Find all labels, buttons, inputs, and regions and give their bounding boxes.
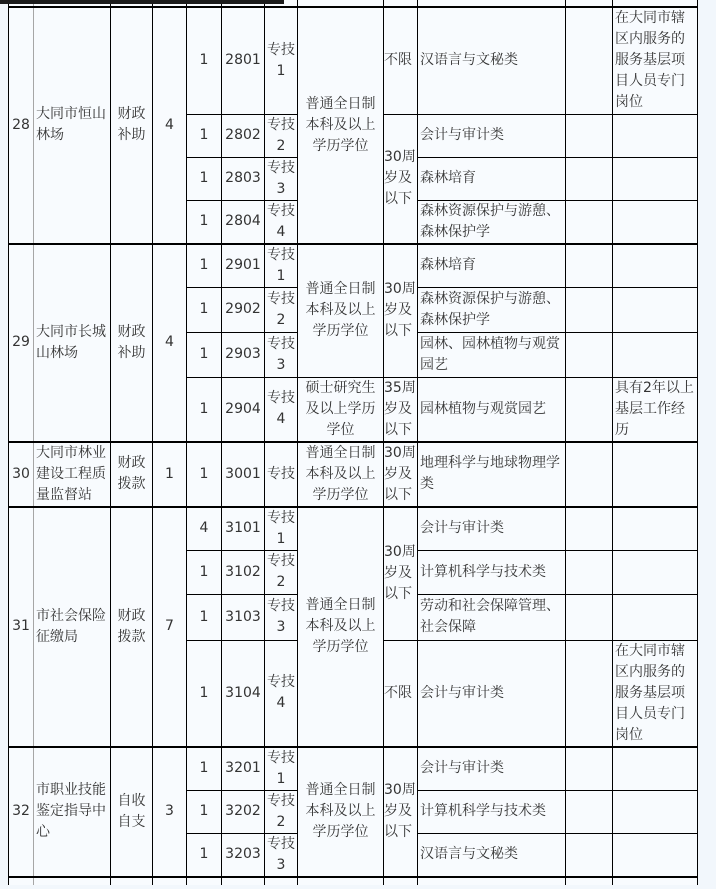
position-category xyxy=(265,332,298,377)
education-requirement xyxy=(298,0,384,7)
category-label: 专技 xyxy=(267,335,295,352)
funding-type: 财政补助 xyxy=(111,244,153,442)
remark xyxy=(613,594,698,640)
category-number: 2 xyxy=(276,574,286,590)
position-count: 1 xyxy=(187,287,222,332)
position-code: 3201 xyxy=(222,747,265,791)
extra-cell xyxy=(566,877,613,885)
category-label: 专技 xyxy=(267,598,295,614)
extra-cell xyxy=(566,157,613,200)
position-category xyxy=(265,877,298,885)
age-limit xyxy=(384,0,418,7)
position-count: 1 xyxy=(187,594,222,640)
extra-cell xyxy=(566,594,613,640)
position-category xyxy=(265,594,298,640)
position-code: 3202 xyxy=(222,790,265,833)
bottom-dark-bar xyxy=(0,0,284,4)
position-count: 1 xyxy=(187,550,222,594)
remark xyxy=(613,442,698,507)
unit-name: 市社会保险征缴局 xyxy=(34,507,111,747)
position-category xyxy=(265,200,298,244)
major-requirement: 计算机科学与技术类 xyxy=(418,550,566,594)
funding-type: 财政拨款 xyxy=(111,507,153,747)
category-number: 2 xyxy=(276,311,286,328)
unit-name: 大同市恒山林场 xyxy=(34,7,111,244)
position-category xyxy=(265,114,298,157)
position-category xyxy=(265,157,298,200)
extra-cell xyxy=(566,790,613,833)
major-requirement: 森林资源保护与游憩、森林保护学 xyxy=(418,287,566,332)
category-label: 专技 xyxy=(267,159,295,176)
major-requirement: 会计与审计类 xyxy=(418,507,566,551)
funding-type xyxy=(111,877,153,885)
position-count: 1 xyxy=(187,200,222,244)
category-label: 专技 xyxy=(267,390,295,406)
position-code: 3103 xyxy=(222,594,265,640)
education-requirement: 普通全日制本科及以上学历学位 xyxy=(298,747,384,877)
position-count: 1 xyxy=(187,244,222,288)
position-category xyxy=(265,747,298,791)
major-requirement: 汉语言与文秘类 xyxy=(418,833,566,877)
extra-cell xyxy=(566,833,613,877)
category-number: 2 xyxy=(276,813,286,830)
unit-name: 大同市长城山林场 xyxy=(34,244,111,442)
remark xyxy=(613,287,698,332)
unit-name: 大同市林业建设工程质量监督站 xyxy=(34,442,111,507)
category-number: 1 xyxy=(276,62,286,79)
position-count: 1 xyxy=(187,114,222,157)
position-count: 1 xyxy=(187,442,222,507)
remark xyxy=(613,114,698,157)
table-row xyxy=(9,7,698,114)
extra-cell xyxy=(566,550,613,594)
category-label: 专技 xyxy=(267,553,295,569)
category-label: 专技 xyxy=(267,116,295,133)
row-no: 30 xyxy=(9,442,34,507)
major-requirement xyxy=(418,0,566,7)
age-limit: 30周岁及以下 xyxy=(384,747,418,877)
age-limit: 30周岁及以下 xyxy=(384,507,418,641)
position-count: 1 xyxy=(187,747,222,791)
remark xyxy=(613,747,698,791)
age-limit: 30周岁及以下 xyxy=(384,244,418,378)
position-category xyxy=(265,833,298,877)
category-label: 专技 xyxy=(267,246,295,263)
remark xyxy=(613,550,698,594)
category-label: 专技 xyxy=(267,749,295,766)
funding-type: 自收自支 xyxy=(111,747,153,877)
category-number: 2 xyxy=(276,137,286,154)
major-requirement: 森林资源保护与游憩、森林保护学 xyxy=(418,200,566,244)
category-number: 4 xyxy=(276,223,286,240)
row-no xyxy=(9,877,34,885)
position-code: 3101 xyxy=(222,507,265,551)
total-positions: 4 xyxy=(153,7,187,244)
position-code: 3203 xyxy=(222,833,265,877)
position-code: 2801 xyxy=(222,7,265,114)
funding-type: 财政拨款 xyxy=(111,442,153,507)
remark: 在大同市辖区内服务的服务基层项目人员专门岗位 xyxy=(613,7,698,114)
position-code: 2901 xyxy=(222,244,265,288)
extra-cell xyxy=(566,114,613,157)
position-count: 4 xyxy=(187,507,222,551)
remark xyxy=(613,332,698,377)
major-requirement: 森林培育 xyxy=(418,244,566,288)
funding-type: 财政补助 xyxy=(111,7,153,244)
remark xyxy=(613,790,698,833)
age-limit: 30周岁及以下 xyxy=(384,442,418,507)
major-requirement: 会计与审计类 xyxy=(418,640,566,747)
category-label: 专技 xyxy=(267,465,295,482)
position-count: 1 xyxy=(187,833,222,877)
position-count: 1 xyxy=(187,790,222,833)
extra-cell xyxy=(566,332,613,377)
category-label: 专技 xyxy=(267,290,295,307)
category-label: 专技 xyxy=(267,509,295,526)
table-row xyxy=(9,442,698,507)
education-requirement: 普通全日制本科及以上学历学位 xyxy=(298,507,384,747)
major-requirement: 劳动和社会保障管理、社会保障 xyxy=(418,594,566,640)
category-number: 1 xyxy=(276,530,286,547)
position-category xyxy=(265,287,298,332)
category-label: 专技 xyxy=(267,792,295,809)
extra-cell xyxy=(566,0,613,7)
position-category xyxy=(265,442,298,507)
remark: 在大同市辖区内服务的服务基层项目人员专门岗位 xyxy=(613,640,698,747)
row-no: 32 xyxy=(9,747,34,877)
position-count xyxy=(187,877,222,885)
total-positions: 7 xyxy=(153,507,187,747)
remark xyxy=(613,244,698,288)
extra-cell xyxy=(566,507,613,551)
position-code: 3104 xyxy=(222,640,265,747)
position-code: 3001 xyxy=(222,442,265,507)
major-requirement: 计算机科学与技术类 xyxy=(418,790,566,833)
category-number: 1 xyxy=(276,267,286,284)
position-count: 1 xyxy=(187,377,222,442)
major-requirement: 会计与审计类 xyxy=(418,114,566,157)
age-limit: 不限 xyxy=(384,640,418,747)
position-code: 2803 xyxy=(222,157,265,200)
age-limit: 30周岁及以下 xyxy=(384,114,418,244)
category-number: 3 xyxy=(276,856,286,873)
recruitment-table xyxy=(8,0,698,885)
position-category xyxy=(265,507,298,551)
category-number: 1 xyxy=(276,770,286,787)
position-category xyxy=(265,377,298,442)
remark xyxy=(613,0,698,7)
major-requirement: 园林植物与观赏园艺 xyxy=(418,377,566,442)
age-limit xyxy=(384,877,418,885)
position-category xyxy=(265,7,298,114)
remark xyxy=(613,833,698,877)
remark xyxy=(613,877,698,885)
remark xyxy=(613,157,698,200)
position-code: 2804 xyxy=(222,200,265,244)
extra-cell xyxy=(566,640,613,747)
total-positions xyxy=(153,877,187,885)
position-code: 2802 xyxy=(222,114,265,157)
total-positions: 4 xyxy=(153,244,187,442)
extra-cell xyxy=(566,200,613,244)
table-row xyxy=(9,507,698,551)
remark xyxy=(613,507,698,551)
age-limit: 不限 xyxy=(384,7,418,114)
education-requirement xyxy=(298,877,384,885)
major-requirement xyxy=(418,877,566,885)
table-row xyxy=(9,747,698,791)
education-requirement: 普通全日制本科及以上学历学位 xyxy=(298,7,384,244)
unit-name: 市职业技能鉴定指导中心 xyxy=(34,747,111,877)
extra-cell xyxy=(566,377,613,442)
position-category xyxy=(265,244,298,288)
category-number: 3 xyxy=(276,356,286,373)
extra-cell xyxy=(566,442,613,507)
position-category xyxy=(265,550,298,594)
category-label: 专技 xyxy=(267,202,295,219)
category-label: 专技 xyxy=(267,41,295,58)
position-code: 2902 xyxy=(222,287,265,332)
education-requirement: 普通全日制本科及以上学历学位 xyxy=(298,442,384,507)
category-label: 专技 xyxy=(267,674,295,690)
extra-cell xyxy=(566,7,613,114)
extra-cell xyxy=(566,287,613,332)
row-no: 29 xyxy=(9,244,34,442)
unit-name xyxy=(34,877,111,885)
position-code: 2903 xyxy=(222,332,265,377)
position-category xyxy=(265,640,298,747)
position-count: 1 xyxy=(187,640,222,747)
position-code xyxy=(222,877,265,885)
major-requirement: 会计与审计类 xyxy=(418,747,566,791)
partial-row-bottom xyxy=(9,877,698,885)
category-label: 专技 xyxy=(267,835,295,852)
remark xyxy=(613,200,698,244)
education-requirement: 普通全日制本科及以上学历学位 xyxy=(298,244,384,378)
remark: 具有2年以上基层工作经历 xyxy=(613,377,698,442)
category-number: 3 xyxy=(276,619,286,635)
table-row xyxy=(9,244,698,288)
total-positions: 3 xyxy=(153,747,187,877)
position-category xyxy=(265,790,298,833)
education-requirement: 硕士研究生及以上学历学位 xyxy=(298,377,384,442)
major-requirement: 汉语言与文秘类 xyxy=(418,7,566,114)
extra-cell xyxy=(566,244,613,288)
major-requirement: 园林、园林植物与观赏园艺 xyxy=(418,332,566,377)
position-code: 2904 xyxy=(222,377,265,442)
position-count: 1 xyxy=(187,157,222,200)
total-positions: 1 xyxy=(153,442,187,507)
position-count: 1 xyxy=(187,7,222,114)
position-code: 3102 xyxy=(222,550,265,594)
row-no: 28 xyxy=(9,7,34,244)
category-number: 4 xyxy=(276,695,286,711)
position-count: 1 xyxy=(187,332,222,377)
row-no: 31 xyxy=(9,507,34,747)
major-requirement: 森林培育 xyxy=(418,157,566,200)
age-limit: 35周岁及以下 xyxy=(384,377,418,442)
category-number: 3 xyxy=(276,180,286,197)
extra-cell xyxy=(566,747,613,791)
category-number: 4 xyxy=(276,411,286,427)
major-requirement: 地理科学与地球物理学类 xyxy=(418,442,566,507)
